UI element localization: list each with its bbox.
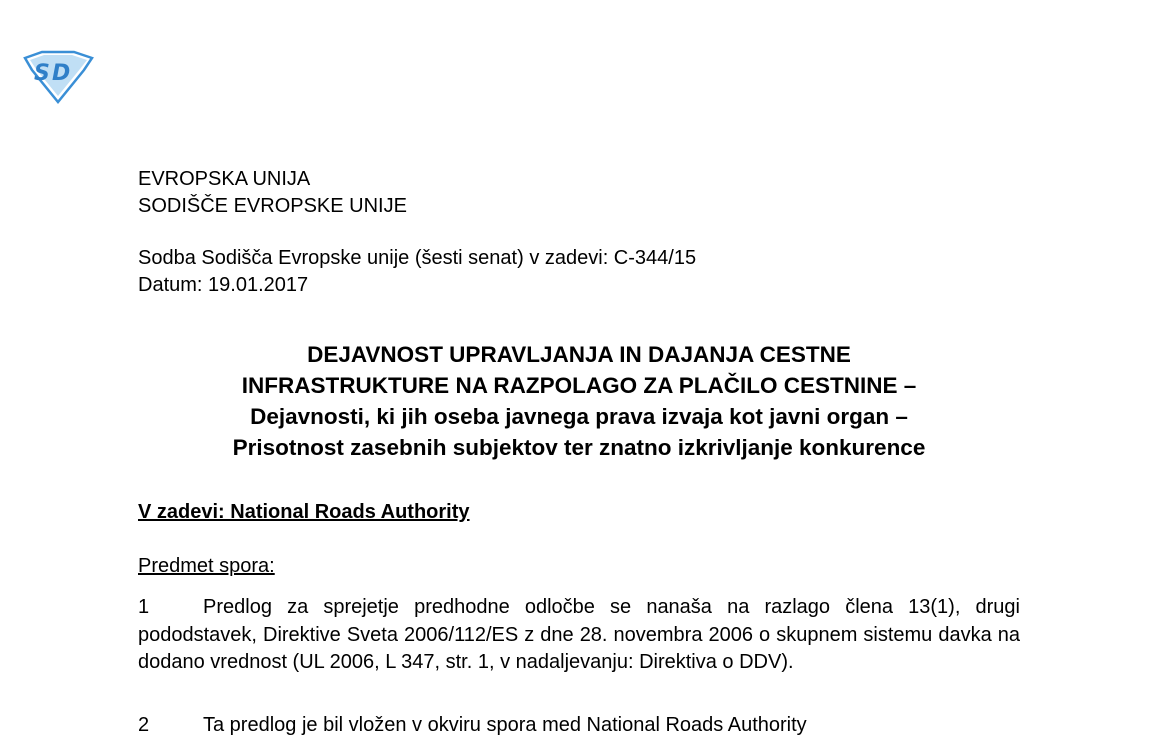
paragraph-text: Ta predlog je bil vložen v okviru spora med National Roads Authority <box>203 714 807 736</box>
paragraph-text: Predlog za sprejetje predhodne odločbe se nanaša na razlago člena 13(1), drugi pododstavek, Direktive Sveta 2006/112/ES z dne 28. novembra 2006 o skupnem sistemu davka na dodano vrednost (UL 2006, L 347, str. 1, v nadaljevanju: Direktiva o DDV). <box>138 596 1020 673</box>
paragraph-number: 2 <box>138 714 150 736</box>
header-line-1: EVROPSKA UNIJA <box>138 168 311 190</box>
title-line-2: INFRASTRUKTURE NA RAZPOLAGO ZA PLAČILO CESTNINE – <box>241 373 917 398</box>
document-title <box>138 339 1020 463</box>
case-date: Datum: 19.01.2017 <box>138 274 309 296</box>
paragraph-1 <box>138 594 1020 677</box>
court-header <box>138 166 407 220</box>
title-line-1: DEJAVNOST UPRAVLJANJA IN DAJANJA CESTNE <box>307 342 851 367</box>
sd-logo-icon <box>22 50 94 104</box>
paragraph-number: 1 <box>138 596 150 618</box>
svg-text:D: D <box>52 61 71 86</box>
title-line-3: Dejavnosti, ki jih oseba javnega prava izvaja kot javni organ – <box>250 404 908 429</box>
section-subject-heading: Predmet spora: <box>138 555 275 577</box>
title-line-4: Prisotnost zasebnih subjektov ter znatno izkrivljanje konkurence <box>232 435 926 460</box>
header-line-2: SODIŠČE EVROPSKE UNIJE <box>138 195 407 217</box>
case-reference: Sodba Sodišča Evropske unije (šesti senat) v zadevi: C-344/15 <box>138 247 697 269</box>
case-info <box>138 245 696 299</box>
section-case-heading: V zadevi: National Roads Authority <box>138 501 470 523</box>
paragraph-2 <box>138 712 1020 740</box>
svg-text:S: S <box>34 61 50 86</box>
